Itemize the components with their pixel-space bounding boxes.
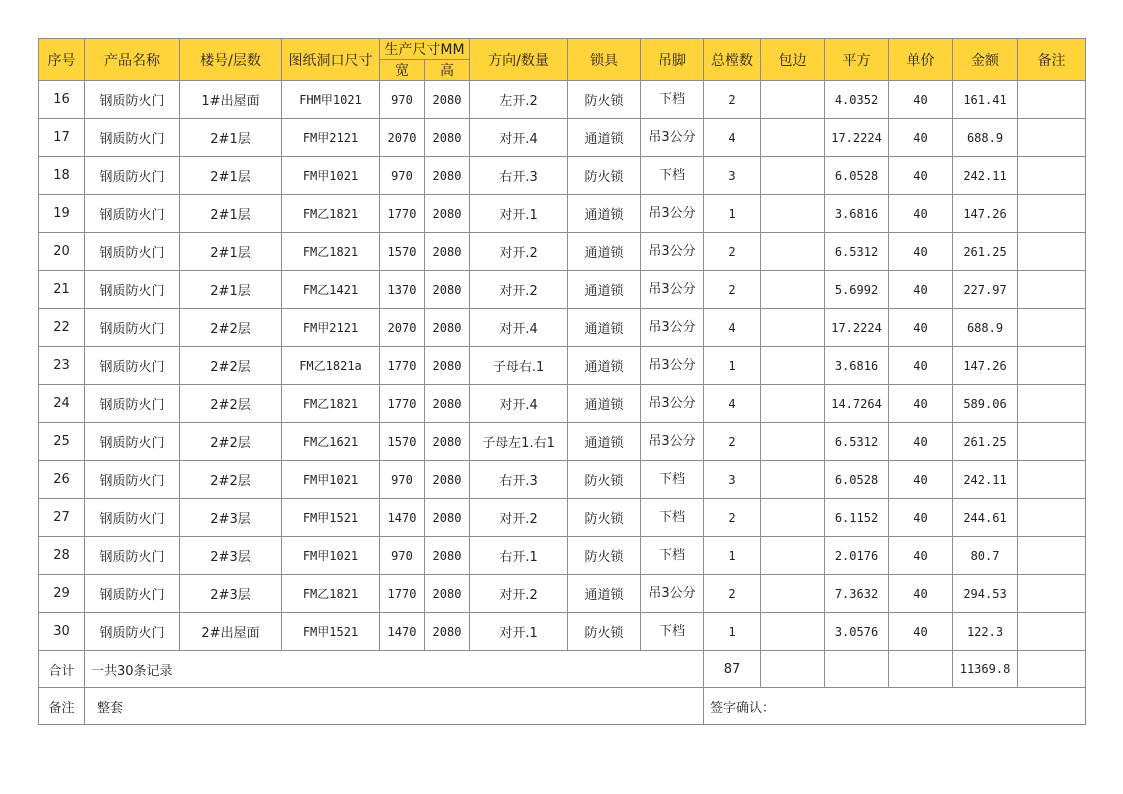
row-height: 2080	[425, 423, 470, 461]
row-note	[1018, 157, 1086, 195]
row-floor: 2#3层	[180, 575, 282, 613]
row-width: 2070	[380, 309, 425, 347]
row-direction: 对开.1	[470, 195, 568, 233]
total-qty: 87	[704, 651, 761, 688]
row-product: 钢质防火门	[85, 347, 180, 385]
header-direction: 方向/数量	[470, 39, 568, 81]
row-drawing: FM乙1821	[282, 233, 380, 271]
header-height: 高	[425, 60, 470, 81]
row-seq: 18	[39, 157, 85, 195]
row-area: 6.5312	[825, 233, 889, 271]
row-qty: 2	[704, 423, 761, 461]
row-direction: 对开.4	[470, 309, 568, 347]
row-area: 6.1152	[825, 499, 889, 537]
row-lock: 防火锁	[568, 613, 641, 651]
row-drawing: FM乙1621	[282, 423, 380, 461]
row-note	[1018, 613, 1086, 651]
row-amount: 688.9	[953, 309, 1018, 347]
row-lock: 防火锁	[568, 157, 641, 195]
row-qty: 2	[704, 233, 761, 271]
row-width: 970	[380, 157, 425, 195]
row-area: 5.6992	[825, 271, 889, 309]
row-floor: 2#3层	[180, 537, 282, 575]
row-area: 3.6816	[825, 347, 889, 385]
row-height: 2080	[425, 499, 470, 537]
header-width: 宽	[380, 60, 425, 81]
row-qty: 1	[704, 537, 761, 575]
row-edge	[761, 385, 825, 423]
row-unit-price: 40	[889, 385, 953, 423]
row-note	[1018, 119, 1086, 157]
row-width: 970	[380, 461, 425, 499]
row-qty: 1	[704, 347, 761, 385]
row-drawing: FM甲1521	[282, 613, 380, 651]
row-product: 钢质防火门	[85, 575, 180, 613]
row-edge	[761, 575, 825, 613]
row-qty: 1	[704, 195, 761, 233]
row-qty: 2	[704, 499, 761, 537]
row-product: 钢质防火门	[85, 613, 180, 651]
row-seq: 20	[39, 233, 85, 271]
row-lock: 通道锁	[568, 347, 641, 385]
row-direction: 对开.2	[470, 271, 568, 309]
row-unit-price: 40	[889, 309, 953, 347]
door-order-table	[38, 38, 1086, 725]
row-floor: 2#出屋面	[180, 613, 282, 651]
row-direction: 对开.2	[470, 575, 568, 613]
row-seq: 27	[39, 499, 85, 537]
row-floor: 2#2层	[180, 461, 282, 499]
row-floor: 2#1层	[180, 195, 282, 233]
row-hanger: 下档	[641, 613, 704, 651]
row-width: 1770	[380, 195, 425, 233]
row-note	[1018, 309, 1086, 347]
row-direction: 右开.1	[470, 537, 568, 575]
row-floor: 2#2层	[180, 423, 282, 461]
row-unit-price: 40	[889, 233, 953, 271]
row-unit-price: 40	[889, 81, 953, 119]
row-product: 钢质防火门	[85, 461, 180, 499]
row-unit-price: 40	[889, 613, 953, 651]
row-unit-price: 40	[889, 423, 953, 461]
row-edge	[761, 423, 825, 461]
row-area: 7.3632	[825, 575, 889, 613]
row-height: 2080	[425, 575, 470, 613]
row-qty: 3	[704, 157, 761, 195]
row-amount: 294.53	[953, 575, 1018, 613]
total-amount: 11369.8	[953, 651, 1018, 688]
table-row	[39, 119, 1086, 157]
row-amount: 147.26	[953, 195, 1018, 233]
row-drawing: FM乙1821	[282, 195, 380, 233]
table-footer	[39, 651, 1086, 725]
row-product: 钢质防火门	[85, 385, 180, 423]
total-text: 一共30条记录	[85, 651, 704, 688]
row-edge	[761, 537, 825, 575]
row-width: 1770	[380, 575, 425, 613]
header-total-qty: 总樘数	[704, 39, 761, 81]
remark-label: 备注	[39, 688, 85, 725]
row-edge	[761, 347, 825, 385]
row-lock: 通道锁	[568, 423, 641, 461]
row-amount: 242.11	[953, 157, 1018, 195]
header-product: 产品名称	[85, 39, 180, 81]
row-direction: 对开.1	[470, 613, 568, 651]
table-row	[39, 461, 1086, 499]
table-row	[39, 81, 1086, 119]
remark-text: 整套	[85, 688, 704, 725]
row-height: 2080	[425, 613, 470, 651]
row-product: 钢质防火门	[85, 119, 180, 157]
row-area: 6.0528	[825, 157, 889, 195]
row-width: 1570	[380, 233, 425, 271]
table-row	[39, 347, 1086, 385]
row-qty: 4	[704, 309, 761, 347]
row-seq: 29	[39, 575, 85, 613]
row-width: 1570	[380, 423, 425, 461]
row-direction: 对开.4	[470, 119, 568, 157]
row-unit-price: 40	[889, 347, 953, 385]
row-floor: 2#1层	[180, 271, 282, 309]
row-hanger: 吊3公分	[641, 271, 704, 309]
row-seq: 25	[39, 423, 85, 461]
row-product: 钢质防火门	[85, 499, 180, 537]
row-height: 2080	[425, 157, 470, 195]
row-hanger: 吊3公分	[641, 347, 704, 385]
row-product: 钢质防火门	[85, 81, 180, 119]
header-amount: 金额	[953, 39, 1018, 81]
row-drawing: FM甲1021	[282, 537, 380, 575]
row-floor: 1#出屋面	[180, 81, 282, 119]
row-area: 17.2224	[825, 309, 889, 347]
row-height: 2080	[425, 385, 470, 423]
row-amount: 261.25	[953, 233, 1018, 271]
row-amount: 261.25	[953, 423, 1018, 461]
row-height: 2080	[425, 461, 470, 499]
row-product: 钢质防火门	[85, 233, 180, 271]
row-lock: 通道锁	[568, 309, 641, 347]
row-unit-price: 40	[889, 195, 953, 233]
total-label: 合计	[39, 651, 85, 688]
header-edge: 包边	[761, 39, 825, 81]
row-drawing: FM乙1421	[282, 271, 380, 309]
header-area: 平方	[825, 39, 889, 81]
row-hanger: 吊3公分	[641, 195, 704, 233]
row-hanger: 吊3公分	[641, 309, 704, 347]
row-height: 2080	[425, 195, 470, 233]
row-drawing: FM甲2121	[282, 309, 380, 347]
row-unit-price: 40	[889, 157, 953, 195]
row-qty: 1	[704, 613, 761, 651]
row-edge	[761, 119, 825, 157]
row-lock: 通道锁	[568, 385, 641, 423]
row-edge	[761, 233, 825, 271]
row-drawing: FM乙1821	[282, 575, 380, 613]
row-width: 1770	[380, 347, 425, 385]
row-width: 1770	[380, 385, 425, 423]
row-direction: 对开.4	[470, 385, 568, 423]
row-note	[1018, 575, 1086, 613]
row-amount: 688.9	[953, 119, 1018, 157]
table-row	[39, 423, 1086, 461]
row-amount: 227.97	[953, 271, 1018, 309]
header-floor: 楼号/层数	[180, 39, 282, 81]
row-hanger: 吊3公分	[641, 423, 704, 461]
row-area: 3.6816	[825, 195, 889, 233]
row-width: 2070	[380, 119, 425, 157]
row-edge	[761, 309, 825, 347]
row-drawing: FM甲2121	[282, 119, 380, 157]
row-area: 3.0576	[825, 613, 889, 651]
row-seq: 30	[39, 613, 85, 651]
total-area	[825, 651, 889, 688]
remark-row	[39, 688, 1086, 725]
row-seq: 26	[39, 461, 85, 499]
row-width: 1470	[380, 499, 425, 537]
row-direction: 子母左1.右1	[470, 423, 568, 461]
header-hanger: 吊脚	[641, 39, 704, 81]
row-lock: 通道锁	[568, 195, 641, 233]
row-height: 2080	[425, 537, 470, 575]
row-amount: 80.7	[953, 537, 1018, 575]
table-row	[39, 271, 1086, 309]
row-lock: 防火锁	[568, 81, 641, 119]
row-hanger: 下档	[641, 81, 704, 119]
row-hanger: 吊3公分	[641, 385, 704, 423]
row-lock: 防火锁	[568, 537, 641, 575]
row-hanger: 下档	[641, 157, 704, 195]
table-row	[39, 233, 1086, 271]
row-lock: 防火锁	[568, 461, 641, 499]
row-drawing: FHM甲1021	[282, 81, 380, 119]
row-direction: 右开.3	[470, 461, 568, 499]
row-width: 1470	[380, 613, 425, 651]
row-unit-price: 40	[889, 271, 953, 309]
row-hanger: 吊3公分	[641, 575, 704, 613]
row-qty: 2	[704, 271, 761, 309]
header-size-group: 生产尺寸MM	[380, 39, 470, 60]
row-note	[1018, 537, 1086, 575]
header-note: 备注	[1018, 39, 1086, 81]
row-product: 钢质防火门	[85, 195, 180, 233]
row-hanger: 下档	[641, 499, 704, 537]
row-note	[1018, 81, 1086, 119]
row-amount: 161.41	[953, 81, 1018, 119]
row-note	[1018, 347, 1086, 385]
row-lock: 通道锁	[568, 233, 641, 271]
row-edge	[761, 613, 825, 651]
row-drawing: FM乙1821	[282, 385, 380, 423]
table-row	[39, 309, 1086, 347]
row-direction: 对开.2	[470, 499, 568, 537]
row-height: 2080	[425, 119, 470, 157]
row-seq: 28	[39, 537, 85, 575]
total-note	[1018, 651, 1086, 688]
row-amount: 242.11	[953, 461, 1018, 499]
row-amount: 147.26	[953, 347, 1018, 385]
row-floor: 2#1层	[180, 233, 282, 271]
row-floor: 2#1层	[180, 157, 282, 195]
table-header	[39, 39, 1086, 81]
table-row	[39, 575, 1086, 613]
row-drawing: FM乙1821a	[282, 347, 380, 385]
table-row	[39, 195, 1086, 233]
row-area: 2.0176	[825, 537, 889, 575]
row-drawing: FM甲1021	[282, 157, 380, 195]
row-seq: 19	[39, 195, 85, 233]
header-lock: 锁具	[568, 39, 641, 81]
row-width: 970	[380, 537, 425, 575]
row-note	[1018, 499, 1086, 537]
header-unit-price: 单价	[889, 39, 953, 81]
row-seq: 17	[39, 119, 85, 157]
row-seq: 24	[39, 385, 85, 423]
row-edge	[761, 271, 825, 309]
row-width: 1370	[380, 271, 425, 309]
row-edge	[761, 195, 825, 233]
total-row	[39, 651, 1086, 688]
row-floor: 2#2层	[180, 385, 282, 423]
row-hanger: 吊3公分	[641, 119, 704, 157]
row-unit-price: 40	[889, 575, 953, 613]
row-note	[1018, 195, 1086, 233]
row-product: 钢质防火门	[85, 271, 180, 309]
table-row	[39, 613, 1086, 651]
row-direction: 子母右.1	[470, 347, 568, 385]
row-drawing: FM甲1521	[282, 499, 380, 537]
row-amount: 122.3	[953, 613, 1018, 651]
row-qty: 2	[704, 575, 761, 613]
table-row	[39, 385, 1086, 423]
row-floor: 2#2层	[180, 347, 282, 385]
row-edge	[761, 81, 825, 119]
row-unit-price: 40	[889, 461, 953, 499]
row-hanger: 下档	[641, 461, 704, 499]
row-note	[1018, 385, 1086, 423]
row-product: 钢质防火门	[85, 537, 180, 575]
total-price	[889, 651, 953, 688]
row-note	[1018, 423, 1086, 461]
row-drawing: FM甲1021	[282, 461, 380, 499]
row-unit-price: 40	[889, 537, 953, 575]
row-qty: 3	[704, 461, 761, 499]
row-area: 6.0528	[825, 461, 889, 499]
table-row	[39, 157, 1086, 195]
row-seq: 23	[39, 347, 85, 385]
signature-label: 签字确认：	[704, 688, 1086, 725]
row-height: 2080	[425, 233, 470, 271]
row-seq: 21	[39, 271, 85, 309]
row-area: 14.7264	[825, 385, 889, 423]
row-area: 17.2224	[825, 119, 889, 157]
table-body	[39, 81, 1086, 651]
row-lock: 通道锁	[568, 119, 641, 157]
row-edge	[761, 499, 825, 537]
row-width: 970	[380, 81, 425, 119]
total-edge	[761, 651, 825, 688]
row-qty: 4	[704, 119, 761, 157]
row-unit-price: 40	[889, 499, 953, 537]
row-height: 2080	[425, 347, 470, 385]
row-product: 钢质防火门	[85, 423, 180, 461]
row-qty: 4	[704, 385, 761, 423]
row-area: 4.0352	[825, 81, 889, 119]
row-direction: 左开.2	[470, 81, 568, 119]
row-lock: 通道锁	[568, 575, 641, 613]
row-floor: 2#1层	[180, 119, 282, 157]
row-area: 6.5312	[825, 423, 889, 461]
row-product: 钢质防火门	[85, 309, 180, 347]
row-height: 2080	[425, 271, 470, 309]
row-floor: 2#2层	[180, 309, 282, 347]
row-height: 2080	[425, 81, 470, 119]
row-lock: 防火锁	[568, 499, 641, 537]
row-note	[1018, 461, 1086, 499]
row-edge	[761, 157, 825, 195]
header-seq: 序号	[39, 39, 85, 81]
row-direction: 对开.2	[470, 233, 568, 271]
row-hanger: 下档	[641, 537, 704, 575]
row-hanger: 吊3公分	[641, 233, 704, 271]
row-edge	[761, 461, 825, 499]
row-height: 2080	[425, 309, 470, 347]
row-note	[1018, 233, 1086, 271]
row-seq: 16	[39, 81, 85, 119]
table-row	[39, 537, 1086, 575]
row-direction: 右开.3	[470, 157, 568, 195]
row-qty: 2	[704, 81, 761, 119]
row-lock: 通道锁	[568, 271, 641, 309]
table-row	[39, 499, 1086, 537]
row-floor: 2#3层	[180, 499, 282, 537]
row-amount: 589.06	[953, 385, 1018, 423]
header-drawing: 图纸洞口尺寸	[282, 39, 380, 81]
row-product: 钢质防火门	[85, 157, 180, 195]
row-amount: 244.61	[953, 499, 1018, 537]
row-seq: 22	[39, 309, 85, 347]
row-unit-price: 40	[889, 119, 953, 157]
row-note	[1018, 271, 1086, 309]
